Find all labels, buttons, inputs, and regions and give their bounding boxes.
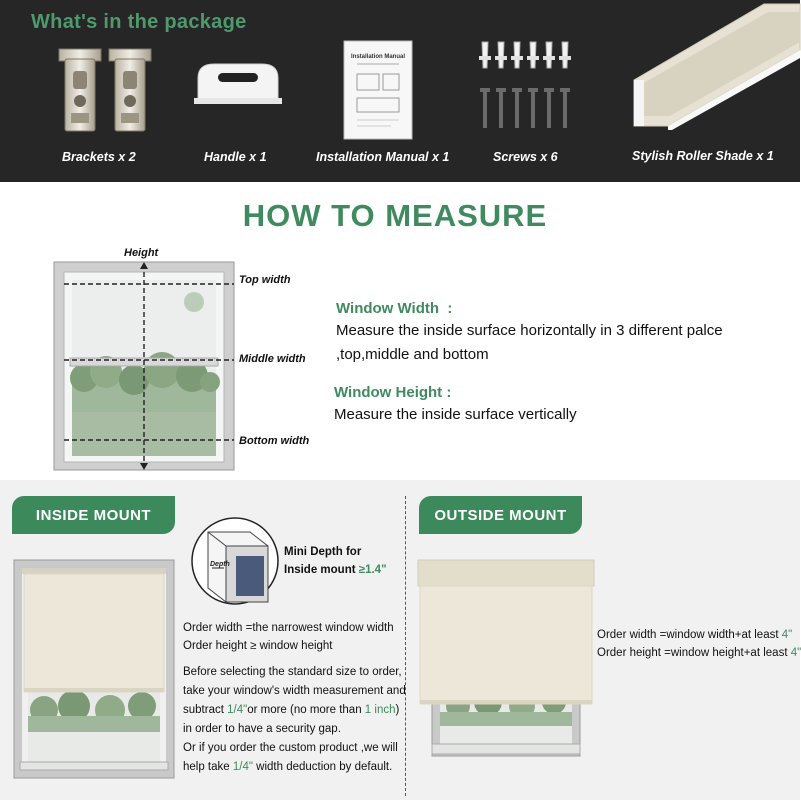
brackets-label: Brackets x 2	[62, 150, 136, 164]
outside-mount-badge: OUTSIDE MOUNT	[419, 496, 582, 534]
window-height-heading: Window Height :	[334, 384, 452, 401]
inside-para-4: in order to have a security gap.	[183, 723, 341, 735]
inside-para-5: Or if you order the custom product ,we will	[183, 742, 398, 754]
manual-label: Installation Manual x 1	[316, 150, 450, 164]
inside-para-6: help take 1/4" width deduction by default.	[183, 761, 393, 773]
window-height-text: Measure the inside surface vertically	[334, 406, 577, 423]
inside-para-3: subtract 1/4"or more (no more than 1 inch)	[183, 704, 400, 716]
handle-label: Handle x 1	[204, 150, 267, 164]
outside-order-height: Order height =window height+at least 4"	[597, 647, 801, 659]
package-title: What's in the package	[31, 11, 247, 33]
manual-cover-title: Installation Manual	[350, 54, 406, 60]
inside-order-width: Order width =the narrowest window width	[183, 622, 394, 634]
window-width-heading: Window Width :	[336, 300, 453, 317]
inside-order-height: Order height ≥ window height	[183, 640, 333, 652]
roller-shade-image	[632, 2, 800, 130]
outside-order-width: Order width =window width+at least 4"	[597, 629, 793, 641]
depth-label-line2: Inside mount	[284, 564, 356, 576]
inside-para-2: take your window's width measurement and	[183, 685, 406, 697]
screws-label: Screws x 6	[493, 150, 558, 164]
manual-image	[343, 40, 413, 140]
depth-illustration	[190, 516, 280, 606]
height-label: Height	[124, 247, 159, 259]
depth-label	[284, 543, 387, 579]
window-diagram	[54, 262, 234, 472]
outside-mount-illustration	[418, 560, 594, 756]
top-width-label: Top width	[239, 274, 291, 286]
window-width-text: Measure the inside surface horizontally in 3 different palce ,top,middle and bottom	[336, 322, 723, 363]
handle-image	[192, 60, 284, 106]
inside-mount-illustration	[14, 560, 174, 778]
screws-image	[474, 40, 580, 130]
depth-value: ≥1.4"	[358, 564, 387, 576]
package-panel	[0, 0, 800, 182]
brackets-image	[55, 45, 155, 135]
inside-instructions	[183, 663, 406, 777]
depth-tag: Depth	[210, 561, 230, 568]
roller-shade-label: Stylish Roller Shade x 1	[632, 149, 774, 163]
measure-title: HOW TO MEASURE	[242, 198, 548, 233]
middle-width-label: Middle width	[239, 353, 306, 365]
bottom-width-label: Bottom width	[239, 435, 310, 447]
inside-para-1: Before selecting the standard size to order,	[183, 666, 402, 678]
depth-label-line1: Mini Depth for	[284, 546, 362, 558]
inside-mount-badge: INSIDE MOUNT	[12, 496, 175, 534]
